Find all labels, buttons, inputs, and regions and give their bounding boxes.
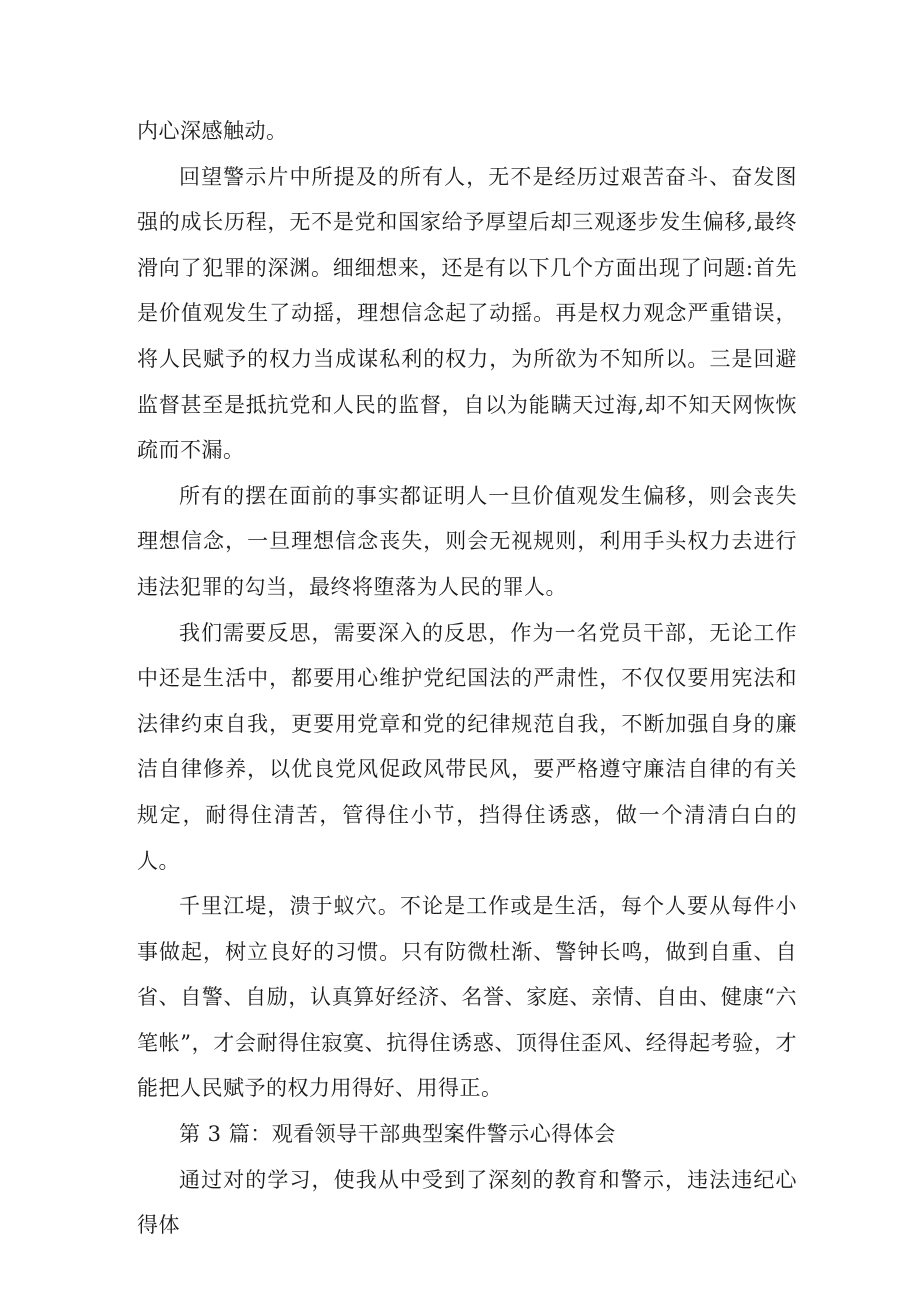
paragraph: 所有的摆在面前的事实都证明人一旦价值观发生偏移，则会丧失理想信念，一旦理想信念丧失，则会无视规则，利用手头权力去进行违法犯罪的勾当，最终将堕落为人民的罪人。: [137, 483, 797, 599]
paragraph: 千里江堤，溃于蚁穴。不论是工作或是生活，每个人要从每件小事做起，树立良好的习惯。只有防微杜渐、警钟长鸣，做到自重、自省、自警、自励，认真算好经济、名誉、家庭、亲情、自由、健康“六笔帐”，才会耐得住寂寞、抗得住诱惑、顶得住歪风、经得起考验，才能把人民赋予的权力用得好、用得正。: [137, 894, 797, 1101]
paragraph: 我们需要反思，需要深入的反思，作为一名党员干部，无论工作中还是生活中，都要用心维护党纪国法的严肃性，不仅仅要用宪法和法律约束自我，更要用党章和党的纪律规范自我，不断加强自身的廉洁自律修养，以优良党风促政风带民风，要严格遵守廉洁自律的有关规定，耐得住清苦，管得住小节，挡得住诱惑，做一个清清白白的人。: [137, 620, 797, 873]
paragraph: 通过对的学习，使我从中受到了深刻的教育和警示，违法违纪心得体: [137, 1167, 797, 1238]
section-heading: 第 3 篇：观看领导干部典型案件警示心得体会: [179, 1122, 616, 1147]
document-body: [137, 109, 797, 1249]
paragraph-continuation: 内心深感触动。: [137, 119, 288, 143]
paragraph: 回望警示片中所提及的所有人，无不是经历过艰苦奋斗、奋发图强的成长历程，无不是党和国家给予厚望后却三观逐步发生偏移,最终滑向了犯罪的深渊。细细想来，还是有以下几个方面出现了问题:首先是价值观发生了动摇，理想信念起了动摇。再是权力观念严重错误，将人民赋予的权力当成谋私利的权力，为所欲为不知所以。三是回避监督甚至是抵抗党和人民的监督，自以为能瞒天过海,却不知天网恢恢疏而不漏。: [137, 164, 797, 463]
